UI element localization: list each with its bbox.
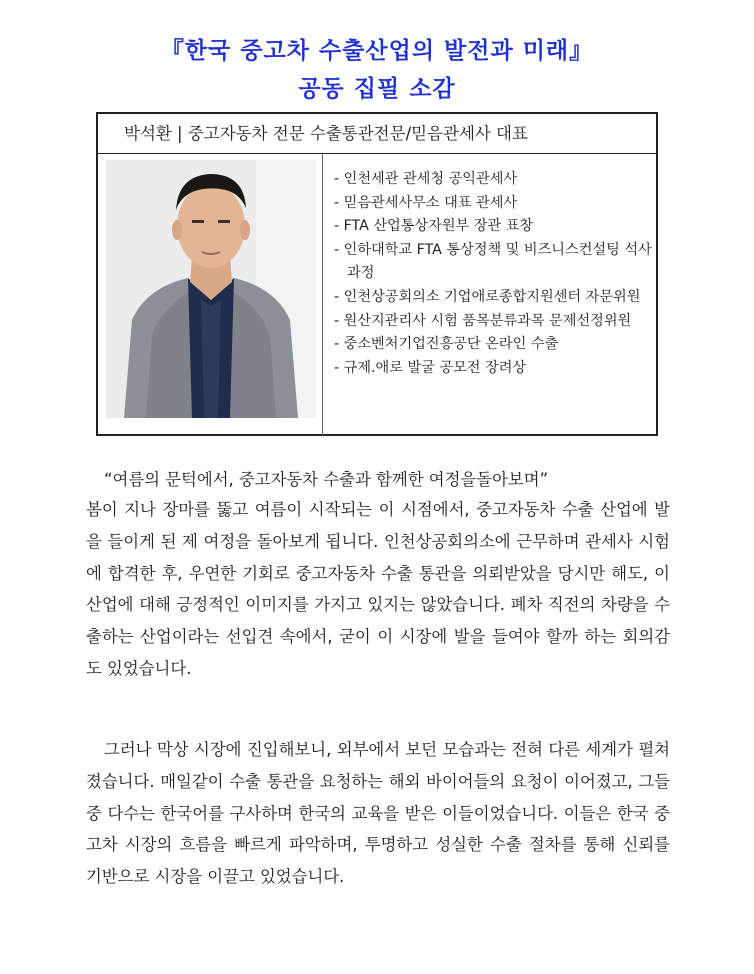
profile-heading: 박석환 | 중고자동차 전문 수출통관전문/믿음관세사 대표 (98, 114, 656, 154)
bio-item: - 인하대학교 FTA 통상정책 및 비즈니스컨설팅 석사과정 (334, 241, 652, 282)
essay-quote: “여름의 문턱에서, 중고자동차 수출과 함께한 여정을돌아보며” (104, 470, 549, 489)
bio-item: - 원산지관리사 시험 품목분류과목 문제선정위원 (334, 312, 632, 329)
bio-item: - 인천세관 관세청 공익관세사 (334, 171, 518, 187)
document-title: 『한국 중고차 수출산업의 발전과 미래』 (160, 38, 594, 64)
column-divider (322, 154, 323, 436)
essay-paragraph-2: 그러나 막상 시장에 진입해보니, 외부에서 보던 모습과는 전혀 다른 세계가 펼쳐졌습니다. 매일같이 수출 통관을 요청하는 해외 바이어들의 요청이 이어졌고, 그들 중 다수는 한국어를 구사하며 한국의 교육을 받은 이들이었습니다. 이들은 한국 중고차 시장의 흐름을 빠르게 파악하며, 투명하고 성실한 수출 절차를 통해 신뢰를 기반으로 시장을 이끌고 있었습니다. (86, 740, 670, 887)
document-subtitle: 공동 집필 소감 (298, 76, 456, 102)
bio-list (334, 168, 652, 380)
bio-item: - 중소벤처기업진흥공단 온라인 수출 (334, 336, 559, 353)
portrait-image (106, 160, 316, 418)
bio-item: - FTA 산업통상자원부 장관 표창 (334, 218, 534, 235)
bio-item: - 인천상공회의소 기업애로종합지원센터 자문위원 (334, 288, 641, 305)
profile-photo (106, 160, 316, 418)
bio-item: - 규제.애로 발굴 공모전 장려상 (334, 359, 527, 376)
profile-card (96, 112, 658, 436)
essay-paragraph-1: 봄이 지나 장마를 뚫고 여름이 시작되는 이 시점에서, 중고자동차 수출 산업에 발을 들이게 된 제 여정을 돌아보게 됩니다. 인천상공회의소에 근무하며 관세사 시험에 합격한 후, 우연한 기회로 중고자동차 수출 통관을 의뢰받았을 당시만 해도, 이 산업에 대해 긍정적인 이미지를 가지고 있지는 않았습니다. 폐차 직전의 차량을 수출하는 산업이라는 선입견 속에서, 굳이 이 시장에 발을 들여야 할까 하는 회의감도 있었습니다. (86, 500, 670, 678)
bio-item: - 믿음관세사무소 대표 관세사 (334, 194, 518, 211)
